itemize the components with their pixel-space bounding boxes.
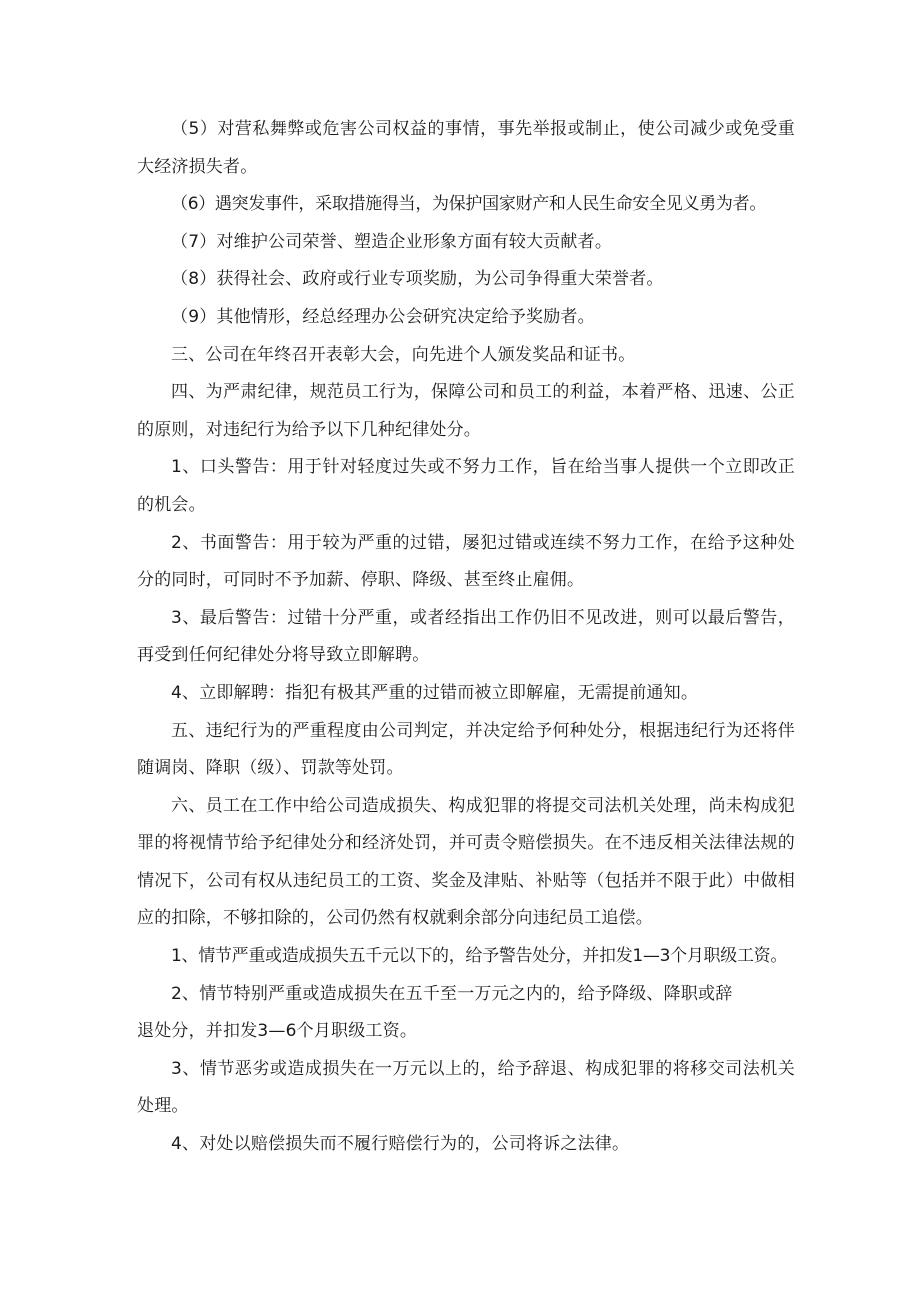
paragraph-item-9: （9）其他情形，经总经理办公会研究决定给予奖励者。 [171, 306, 595, 327]
paragraph-penalty-2-line-2: 退处分，并扣发3—6个月职级工资。 [137, 1021, 418, 1042]
paragraph-item-6: （6）遇突发事件，采取措施得当，为保护国家财产和人民生命安全见义勇为者。 [171, 194, 767, 215]
paragraph-section-3: 三、公司在年终召开表彰大会，向先进个人颁发奖品和证书。 [171, 344, 636, 365]
paragraph-penalty-4: 4、对处以赔偿损失而不履行赔偿行为的，公司将诉之法律。 [171, 1134, 630, 1155]
paragraph-item-5: （5）对营私舞弊或危害公司权益的事情，事先举报或制止，使公司减少或免受重大经济损失者。 [137, 119, 795, 177]
paragraph-item-8: （8）获得社会、政府或行业专项奖励，为公司争得重大荣誉者。 [171, 269, 664, 290]
document-body [137, 111, 795, 1164]
paragraph-section-5: 五、违纪行为的严重程度由公司判定，并决定给予何种处分，根据违纪行为还将伴随调岗、降职（级）、罚款等处罚。 [137, 720, 795, 779]
paragraph-penalty-3: 3、情节恶劣或造成损失在一万元以上的，给予辞退、构成犯罪的将移交司法机关处理。 [137, 1058, 795, 1117]
paragraph-section-4: 四、为严肃纪律，规范员工行为，保障公司和员工的利益，本着严格、迅速、公正的原则，对违纪行为给予以下几种纪律处分。 [137, 382, 795, 440]
paragraph-discipline-4: 4、立即解聘：指犯有极其严重的过错而被立即解雇，无需提前通知。 [171, 682, 699, 703]
paragraph-penalty-1: 1、情节严重或造成损失五千元以下的，给予警告处分，并扣发1—3个月职级工资。 [171, 946, 788, 967]
paragraph-discipline-2: 2、书面警告：用于较为严重的过错，屡犯过错或连续不努力工作，在给予这种处分的同时，可同时不予加薪、停职、降级、甚至终止雇佣。 [137, 532, 795, 591]
paragraph-section-6: 六、员工在工作中给公司造成损失、构成犯罪的将提交司法机关处理，尚未构成犯罪的将视情节给予纪律处分和经济处罚，并可责令赔偿损失。在不违反相关法律法规的情况下，公司有权从违纪员工的工资、奖金及津贴、补贴等（包括并不限于此）中做相应的扣除，不够扣除的，公司仍然有权就剩余部分向违纪员工追偿。 [137, 795, 795, 929]
paragraph-discipline-1: 1、口头警告：用于针对轻度过失或不努力工作，旨在给当事人提供一个立即改正的机会。 [137, 457, 795, 515]
paragraph-item-7: （7）对维护公司荣誉、塑造企业形象方面有较大贡献者。 [171, 231, 613, 252]
paragraph-penalty-2-line-1: 2、情节特别严重或造成损失在五千至一万元之内的，给予降级、降职或辞 [171, 983, 733, 1004]
paragraph-discipline-3: 3、最后警告：过错十分严重，或者经指出工作仍旧不见改进，则可以最后警告，再受到任何纪律处分将导致立即解聘。 [137, 607, 795, 666]
